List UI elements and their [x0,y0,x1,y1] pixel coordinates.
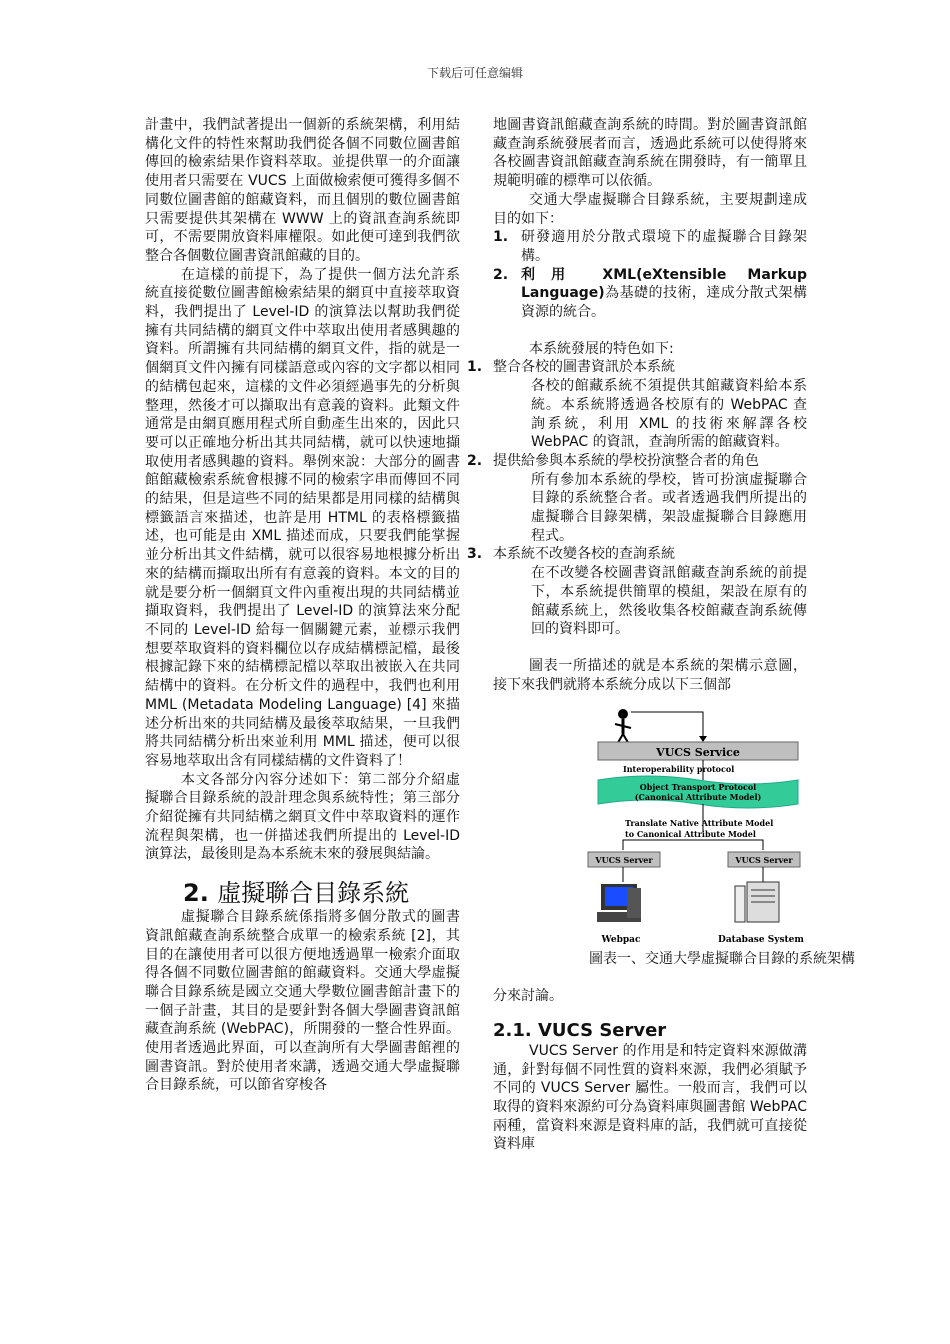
list-text-bold: 利用 XML(eXtensible Markup Language) [521,266,807,302]
user-icon [615,709,631,746]
paragraph: 本文各部分內容分述如下：第二部分介紹虛擬聯合目錄系統的設計理念與系統特性；第三部分介紹從擁有共同結構之網頁文件中萃取資料的運作流程與架構，也一併描述我們所提出的 Level-ID 演算法，最後則是為本系統未來的發展與結論。 [145,771,460,863]
paragraph: 在這樣的前提下，為了提供一個方法允許系統直接從數位圖書館檢索結果的網頁中直接萃取資料，我們提出了 Level-ID 的演算法以幫助我們從擁有共同結構的網頁文件中萃取出使用者感興趣的資料。所謂擁有共同結構的網頁文件，指的就是一個網頁文件內擁有同樣語意或內容的文字都以相同的結構包起來，這樣的文件必須經過事先的分析與整理，然後才可以擷取出有意義的資料。此類文件通常是由網頁應用程式所自動產生出來的，因此只要可以正確地分析出其共同結構，就可以快速地擷取使用者感興趣的資料。舉例來說：大部分的圖書館館藏檢索系統會根據不同的檢索字串而傳回不同的結果，但是這些不同的結果都是用同樣的結構與標籤語言來描述，也許是用 HTML 的表格標籤描述，也可能是由 XML 描述而成，只要我們能掌握並分析出其文件結構，就可以很容易地根據分析出來的結構而擷取出所有有意義的資料。本文的目的就是要分析一個網頁文件內重複出現的共同結構並擷取資料，我們提出了 Level-ID 的演算法來分配不同的 Level-ID 給每一個關鍵元素，並標示我們想要萃取資料的資料欄位以存成結構標記檔，最後根據記錄下來的結構標記檔以萃取出被嵌入在共同結構中的資料。在分析文件的過程中，我們也利用 MML (Metadata Modeling Language) [4] 來描述分析出來的共同結構及最後萃取結果，一旦我們將共同結構分析出來並利用 MML 描述，便可以很容易地萃取出含有同樣結構的文件資料了！ [145,266,460,769]
database-server-icon [735,882,779,922]
figure-caption: 圖表一、交通大學虛擬聯合目錄的系統架構 [589,951,855,968]
otp-sublabel: (Canonical Attribute Model) [634,792,762,803]
feature-title [467,358,807,377]
paragraph: 交通大學虛擬聯合目錄系統，主要規劃達成目的如下： [493,191,807,227]
computer-icon [597,884,641,922]
feature-body: 所有參加本系統的學校，皆可扮演虛擬聯合目錄的系統整合者。或者透過我們所提出的虛擬聯合目錄架構，架設虛擬聯合目錄應用程式。 [531,471,807,544]
list-number: 3. [467,546,483,563]
section-number: 2. [183,879,209,908]
architecture-diagram [583,702,823,992]
section-title: 虛擬聯合目錄系統 [217,879,410,908]
database-label: Database System [718,935,804,946]
feature-title-text: 整合各校的圖書資訊於本系統 [493,359,675,376]
paragraph: 圖表一所描述的就是本系統的架構示意圖，接下來我們就將本系統分成以下三個部 [493,657,807,693]
feature-title [467,452,807,471]
paragraph: 本系統發展的特色如下: [529,340,674,357]
vucs-service-label: VUCS Service [656,746,740,760]
feature-title [467,545,807,564]
list-number: 2. [467,452,483,469]
translate-sublabel: to Canonical Attribute Model [625,829,756,840]
vucs-server-label: VUCS Server [595,855,653,866]
list-item [493,228,807,265]
subsection-heading: 2.1. VUCS Server [493,1019,667,1041]
paragraph: 地圖書資訊館藏查詢系統的時間。對於圖書資訊館藏查詢系統發展者而言，透過此系統可以使得將來各校圖書資訊館藏查詢系統在開發時，有一簡單且規範明確的標準可以依循。 [493,117,807,190]
paragraph: VUCS Server 的作用是和特定資料來源做溝通，針對每個不同性質的資料來源，我們必須賦予不同的 VUCS Server 屬性。一般而言，我們可以取得的資料來源約可分為資料庫與圖書館 WebPAC 兩種，當資料來源是資料庫的話，我們就可直接從資料庫 [493,1042,807,1153]
list-item [493,266,807,322]
feature-body: 各校的館藏系統不須提供其館藏資料給本系統。本系統將透過各校原有的 WebPAC 查詢系統，利用 XML 的技術來解譯各校 WebPAC 的資訊，查詢所需的館藏資料。 [531,378,807,451]
architecture-figure [493,702,807,992]
list-number: 1. [467,359,483,376]
section-heading [183,878,460,908]
list-number: 1. [493,229,509,246]
list-text: 研發適用於分散式環境下的虛擬聯合目錄架構。 [521,229,807,264]
paragraph: 計畫中，我們試著提出一個新的系統架構，利用結構化文件的特性來幫助我們從各個不同數位圖書館傳回的檢索結果作資料萃取。並提供單一的介面讓使用者只需要在 VUCS 上面做檢索便可獲得多個不同數位圖書館的館藏資料，而且個別的數位圖書館只需要提供其架構在 WWW 上的資訊查詢系統即可，不需要開放資料庫權限。如此便可達到我們欲整合各個數位圖書資訊館藏的目的。 [145,117,460,264]
page-header: 下载后可任意编辑 [426,66,523,80]
otp-label: Object Transport Protocol [639,782,757,793]
paragraph: 虛擬聯合目錄系統係指將多個分散式的圖書資訊館藏查詢系統整合成單一的檢索系統 [2]，其目的在讓使用者可以很方便地透過單一檢索介面取得各個不同數位圖書館的館藏資料。交通大學虛擬聯合目錄系統是國立交通大學數位圖書館計畫下的一個子計畫，其目的是要針對各個大學圖書資訊館藏查詢系統 (WebPAC)，所開發的一整合性界面。使用者透過此界面，可以查詢所有大學圖書館裡的圖書資訊。對於使用者來講，透過交通大學虛擬聯合目錄系統，可以節省穿梭各 [145,909,460,1094]
webpac-label: Webpac [601,935,641,946]
feature-body: 在不改變各校圖書資訊館藏查詢系統的前提下，本系統提供簡單的模組，架設在原有的館藏系統上，然後收集各校館藏查詢系統傳回的資料即可。 [531,565,807,638]
feature-title-text: 本系統不改變各校的查詢系統 [493,546,675,563]
paragraph: 分來討論。 [493,988,563,1005]
vucs-server-label: VUCS Server [735,855,793,866]
interop-label: Interoperability protocol [623,764,735,775]
list-number: 2. [493,266,509,283]
translate-label: Translate Native Attribute Model [625,818,774,829]
feature-title-text: 提供給參與本系統的學校扮演整合者的角色 [493,452,759,469]
right-column [467,116,855,1154]
list-text: 為基礎的技術，達成分散式架構資源的統合。 [521,285,807,321]
left-column [145,116,460,1095]
